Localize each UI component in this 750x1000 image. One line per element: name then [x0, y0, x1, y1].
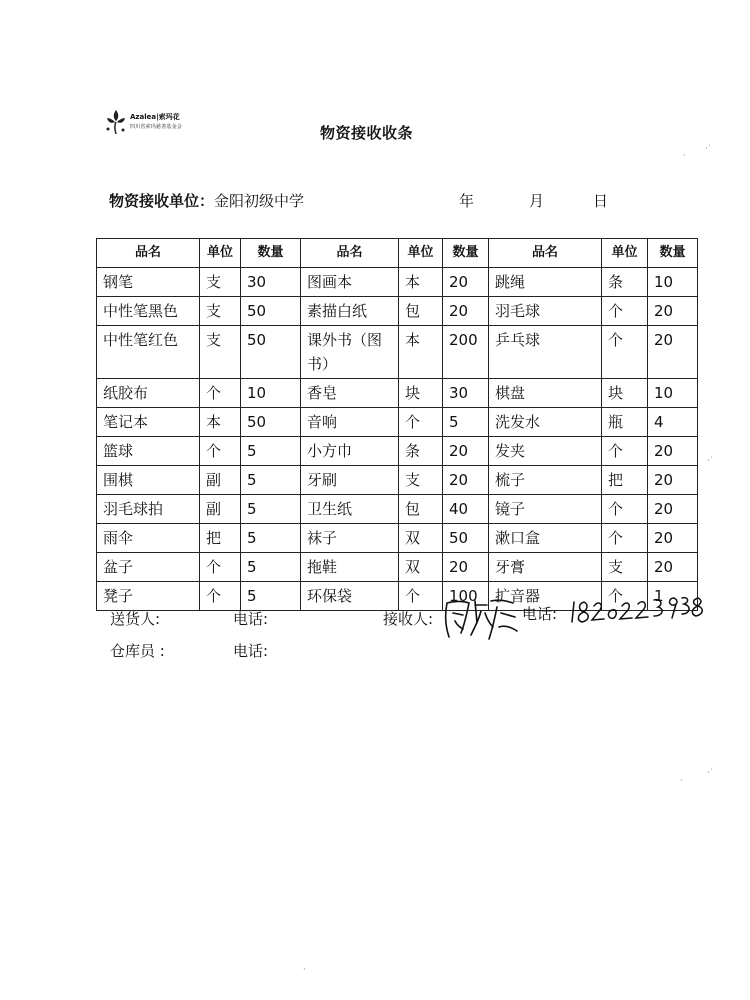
- cell-quantity: 20: [648, 297, 698, 326]
- cell-unit: 包: [399, 297, 443, 326]
- cell-quantity: 100: [443, 582, 489, 611]
- table-row: [97, 408, 698, 437]
- cell-item-name: 素描白纸: [301, 297, 399, 326]
- cell-item-name: 扩音器: [489, 582, 602, 611]
- cell-item-name: 中性笔黑色: [97, 297, 200, 326]
- cell-item-name: 棋盘: [489, 379, 602, 408]
- receiver-phone-handwritten: [568, 592, 706, 630]
- cell-unit: 支: [602, 553, 648, 582]
- cell-unit: 瓶: [602, 408, 648, 437]
- cell-unit: 条: [602, 268, 648, 297]
- cell-unit: 副: [200, 466, 241, 495]
- cell-quantity: 5: [241, 582, 301, 611]
- page-title: 物资接收收条: [320, 124, 414, 142]
- cell-unit: 个: [399, 582, 443, 611]
- cell-quantity: 5: [241, 524, 301, 553]
- table-row: [97, 437, 698, 466]
- cell-item-name: 小方巾: [301, 437, 399, 466]
- cell-item-name: 雨伞: [97, 524, 200, 553]
- cell-unit: 个: [602, 524, 648, 553]
- logo: [104, 108, 204, 138]
- cell-item-name: 纸胶布: [97, 379, 200, 408]
- cell-unit: 个: [602, 326, 648, 379]
- header-quantity: 数量: [241, 239, 301, 268]
- cell-quantity: 50: [443, 524, 489, 553]
- cell-quantity: 20: [443, 553, 489, 582]
- cell-item-name: 课外书（图书）: [301, 326, 399, 379]
- cell-unit: 条: [399, 437, 443, 466]
- cell-quantity: 20: [443, 297, 489, 326]
- cell-quantity: 5: [443, 408, 489, 437]
- header-item-name: 品名: [301, 239, 399, 268]
- goods-table: [96, 238, 698, 611]
- table-row: [97, 553, 698, 582]
- cell-unit: 本: [399, 326, 443, 379]
- cell-item-name: 钢笔: [97, 268, 200, 297]
- scan-speck: ·: [303, 965, 306, 974]
- date-month: 月: [529, 192, 545, 210]
- table-row: [97, 495, 698, 524]
- table-row: [97, 379, 698, 408]
- cell-quantity: 20: [648, 524, 698, 553]
- header-item-name: 品名: [489, 239, 602, 268]
- receiver-phone-label: 电话:: [522, 605, 558, 623]
- cell-quantity: 20: [648, 326, 698, 379]
- cell-item-name: 漱口盒: [489, 524, 602, 553]
- cell-item-name: 中性笔红色: [97, 326, 200, 379]
- cell-unit: 个: [602, 297, 648, 326]
- cell-unit: 双: [399, 553, 443, 582]
- table-row: [97, 268, 698, 297]
- cell-unit: 副: [200, 495, 241, 524]
- cell-quantity: 20: [648, 553, 698, 582]
- cell-item-name: 牙刷: [301, 466, 399, 495]
- cell-unit: 包: [399, 495, 443, 524]
- cell-unit: 支: [200, 297, 241, 326]
- cell-unit: 个: [200, 553, 241, 582]
- cell-item-name: 图画本: [301, 268, 399, 297]
- cell-quantity: 30: [443, 379, 489, 408]
- cell-item-name: 羽毛球拍: [97, 495, 200, 524]
- cell-item-name: 袜子: [301, 524, 399, 553]
- cell-item-name: 牙膏: [489, 553, 602, 582]
- header-unit: 单位: [399, 239, 443, 268]
- cell-quantity: 20: [648, 437, 698, 466]
- receiver-label: 接收人:: [383, 610, 434, 628]
- cell-quantity: 5: [241, 466, 301, 495]
- storekeeper-label: 仓库员 :: [110, 642, 165, 660]
- cell-item-name: 乒乓球: [489, 326, 602, 379]
- cell-quantity: 20: [443, 437, 489, 466]
- cell-item-name: 卫生纸: [301, 495, 399, 524]
- cell-quantity: 50: [241, 408, 301, 437]
- header-quantity: 数量: [443, 239, 489, 268]
- cell-quantity: 10: [648, 268, 698, 297]
- header-unit: 单位: [602, 239, 648, 268]
- cell-quantity: 20: [648, 466, 698, 495]
- cell-item-name: 凳子: [97, 582, 200, 611]
- receiving-unit-label: 物资接收单位：: [109, 192, 215, 210]
- cell-unit: 个: [399, 408, 443, 437]
- table-row: [97, 466, 698, 495]
- cell-item-name: 篮球: [97, 437, 200, 466]
- scan-speck: ·: [680, 776, 683, 785]
- cell-item-name: 拖鞋: [301, 553, 399, 582]
- deliverer-phone-label: 电话:: [233, 610, 269, 628]
- header-item-name: 品名: [97, 239, 200, 268]
- cell-quantity: 50: [241, 297, 301, 326]
- cell-item-name: 笔记本: [97, 408, 200, 437]
- cell-unit: 个: [602, 495, 648, 524]
- header-quantity: 数量: [648, 239, 698, 268]
- receiver-signature: [441, 593, 521, 645]
- cell-unit: 本: [399, 268, 443, 297]
- scan-speck: ·˙: [707, 768, 714, 777]
- cell-quantity: 20: [443, 268, 489, 297]
- cell-unit: 支: [200, 268, 241, 297]
- cell-unit: 把: [200, 524, 241, 553]
- cell-unit: 个: [200, 582, 241, 611]
- cell-unit: 个: [602, 437, 648, 466]
- cell-item-name: 环保袋: [301, 582, 399, 611]
- cell-item-name: 镜子: [489, 495, 602, 524]
- cell-item-name: 梳子: [489, 466, 602, 495]
- cell-quantity: 10: [241, 379, 301, 408]
- cell-quantity: 20: [443, 466, 489, 495]
- scan-speck: ·˙: [705, 144, 712, 153]
- cell-quantity: 20: [648, 495, 698, 524]
- cell-unit: 块: [602, 379, 648, 408]
- deliverer-label: 送货人:: [110, 610, 161, 628]
- table-row: [97, 297, 698, 326]
- cell-quantity: 10: [648, 379, 698, 408]
- date-day: 日: [593, 192, 609, 210]
- cell-quantity: 50: [241, 326, 301, 379]
- cell-item-name: 羽毛球: [489, 297, 602, 326]
- cell-item-name: 盆子: [97, 553, 200, 582]
- cell-item-name: 洗发水: [489, 408, 602, 437]
- logo-brand: Azalea|索玛花: [130, 113, 180, 121]
- cell-quantity: 40: [443, 495, 489, 524]
- receiving-unit-value: 金阳初级中学: [214, 192, 305, 210]
- date-year: 年: [459, 192, 475, 210]
- cell-quantity: 5: [241, 437, 301, 466]
- cell-unit: 把: [602, 466, 648, 495]
- cell-unit: 个: [200, 379, 241, 408]
- cell-item-name: 发夹: [489, 437, 602, 466]
- cell-quantity: 5: [241, 495, 301, 524]
- cell-item-name: 跳绳: [489, 268, 602, 297]
- table-row: [97, 326, 698, 379]
- table-row: [97, 524, 698, 553]
- cell-item-name: 音响: [301, 408, 399, 437]
- cell-quantity: 1: [648, 582, 698, 611]
- table-header-row: [97, 239, 698, 268]
- cell-unit: 双: [399, 524, 443, 553]
- scan-speck: ·˙: [707, 456, 714, 465]
- scan-speck: ·: [683, 151, 686, 160]
- cell-item-name: 围棋: [97, 466, 200, 495]
- cell-quantity: 5: [241, 553, 301, 582]
- cell-quantity: 200: [443, 326, 489, 379]
- receiving-unit: [109, 190, 304, 211]
- cell-unit: 支: [200, 326, 241, 379]
- cell-unit: 本: [200, 408, 241, 437]
- storekeeper-phone-label: 电话:: [233, 642, 269, 660]
- cell-unit: 个: [200, 437, 241, 466]
- cell-quantity: 4: [648, 408, 698, 437]
- cell-item-name: 香皂: [301, 379, 399, 408]
- cell-unit: 块: [399, 379, 443, 408]
- cell-unit: 支: [399, 466, 443, 495]
- cell-quantity: 30: [241, 268, 301, 297]
- flower-logo-icon: [104, 108, 128, 136]
- logo-subtitle: 四川省索玛慈善基金会: [130, 124, 183, 130]
- header-unit: 单位: [200, 239, 241, 268]
- cell-unit: 个: [602, 582, 648, 611]
